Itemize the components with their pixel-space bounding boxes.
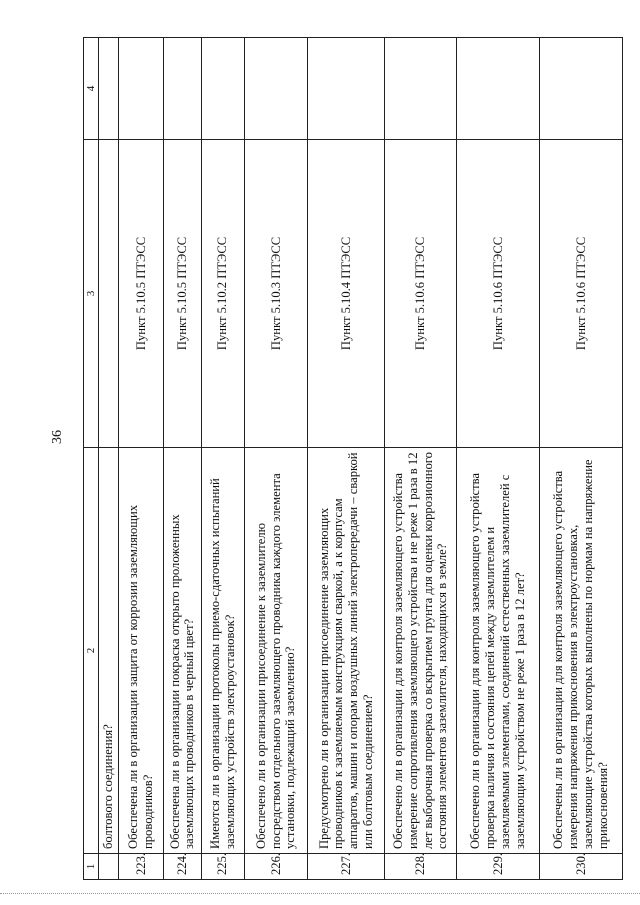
row-reference: Пункт 5.10.5 ПТЭСС xyxy=(119,140,164,448)
row-reference: Пункт 5.10.6 ПТЭСС xyxy=(385,140,457,448)
row-number: 230. xyxy=(540,854,623,880)
table-header-row xyxy=(84,38,99,880)
table-row xyxy=(308,38,385,880)
checklist-table-rotated xyxy=(83,38,623,880)
row-reference: Пункт 5.10.5 ПТЭСС xyxy=(164,140,201,448)
row-question: Обеспечены ли в организации для контроля заземляющего устройства измерения напряжения прикосновения в электроустановках, заземляющие устройства которых выполнены по нормам на напряжение прикосновения? xyxy=(540,448,623,854)
row-question: Обеспечено ли в организации присоединение к заземлителю посредством отдельного заземляющего проводника каждого элемента установки, подлежащий заземлению? xyxy=(244,448,308,854)
row-question: Имеются ли в организации протоколы приемо-сдаточных испытаний заземляющих устройств электроустановок? xyxy=(201,448,244,854)
row-number: 226. xyxy=(244,854,308,880)
row-question: болтового соединения? xyxy=(99,448,119,854)
row-question: Обеспечено ли в организации для контроля заземляющего устройства проверка наличия и состояния цепей между заземлителем и заземляемыми элементами, соединений естественных заземлителей с заземляющим устройством не реже 1 раза в 12 лет? xyxy=(456,448,540,854)
row-notes xyxy=(119,38,164,140)
row-question: Обеспечена ли в организации защита от коррозии заземляющих проводников? xyxy=(119,448,164,854)
row-reference: Пункт 5.10.3 ПТЭСС xyxy=(244,140,308,448)
row-reference: Пункт 5.10.6 ПТЭСС xyxy=(456,140,540,448)
row-question: Обеспечена ли в организации покраска открыто проложенных заземляющих проводников в черный цвет? xyxy=(164,448,201,854)
table-row xyxy=(244,38,308,880)
column-header-2: 2 xyxy=(84,448,99,854)
row-number: 227. xyxy=(308,854,385,880)
scan-edge-divider xyxy=(0,893,640,895)
column-header-3: 3 xyxy=(84,140,99,448)
row-notes xyxy=(244,38,308,140)
row-number: 223. xyxy=(119,854,164,880)
row-question: Предусмотрено ли в организации присоединение заземляющих проводников к заземляемым конструкциям сваркой, а к корпусам аппаратов, машин и опорам воздушных линий электропередачи – сваркой или болтовым соединением? xyxy=(308,448,385,854)
row-reference: Пункт 5.10.2 ПТЭСС xyxy=(201,140,244,448)
row-reference xyxy=(99,140,119,448)
row-notes xyxy=(201,38,244,140)
row-notes xyxy=(456,38,540,140)
row-number xyxy=(99,854,119,880)
row-notes xyxy=(99,38,119,140)
row-notes xyxy=(164,38,201,140)
column-header-1: 1 xyxy=(84,854,99,880)
row-notes xyxy=(385,38,457,140)
table-row xyxy=(201,38,244,880)
page-number: 36 xyxy=(50,430,65,444)
table-row xyxy=(99,38,119,880)
row-number: 225. xyxy=(201,854,244,880)
table-row xyxy=(540,38,623,880)
column-header-4: 4 xyxy=(84,38,99,140)
row-notes xyxy=(540,38,623,140)
row-reference: Пункт 5.10.6 ПТЭСС xyxy=(540,140,623,448)
row-reference: Пункт 5.10.4 ПТЭСС xyxy=(308,140,385,448)
row-number: 224. xyxy=(164,854,201,880)
table-row xyxy=(385,38,457,880)
row-notes xyxy=(308,38,385,140)
checklist-table xyxy=(83,37,623,880)
row-number: 228. xyxy=(385,854,457,880)
row-number: 229. xyxy=(456,854,540,880)
table-row xyxy=(164,38,201,880)
row-question: Обеспечено ли в организации для контроля заземляющего устройства измерение сопротивления заземляющего устройства и не реже 1 раза в 12 лет выборочная проверка со вскрытием грунта для оценки коррозионного состояния элементов заземлителя, находящихся в земле? xyxy=(385,448,457,854)
table-row xyxy=(456,38,540,880)
table-row xyxy=(119,38,164,880)
